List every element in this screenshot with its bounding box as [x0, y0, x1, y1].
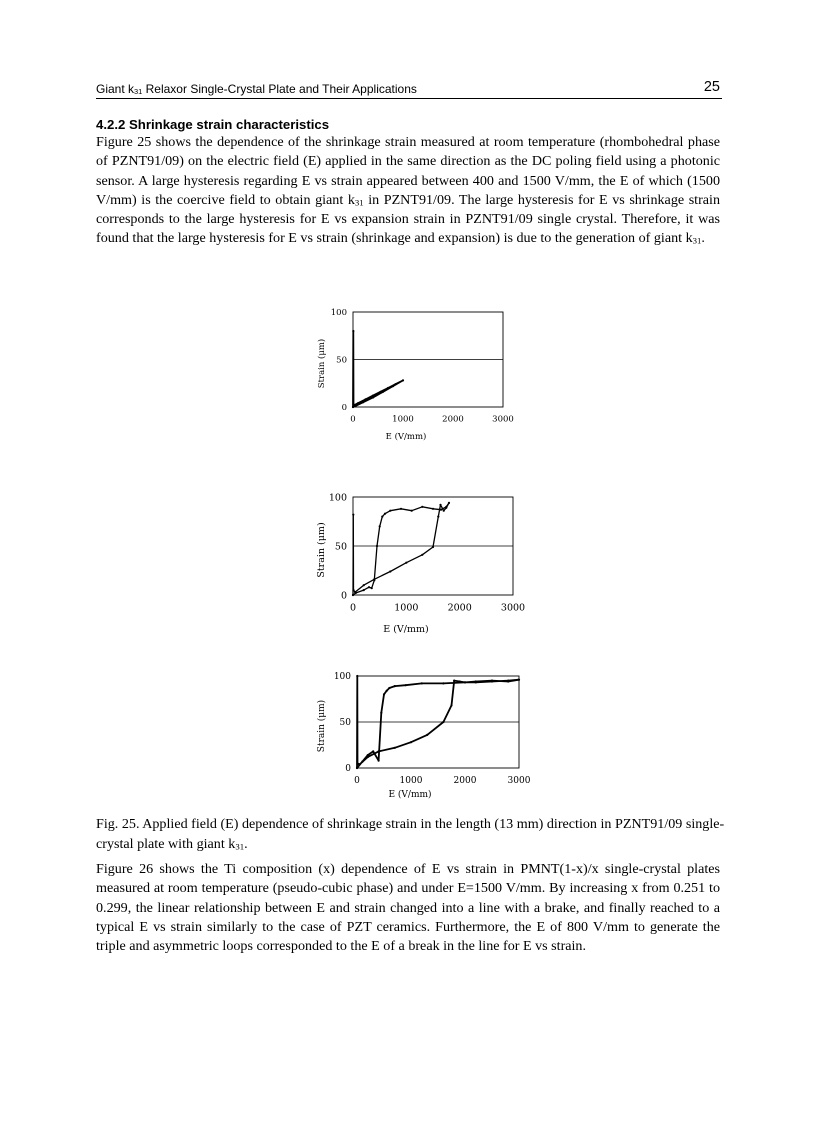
data-point — [372, 750, 374, 752]
data-point — [352, 514, 354, 516]
data-point — [394, 747, 396, 749]
data-point — [442, 682, 444, 684]
data-point — [421, 554, 423, 556]
data-point — [507, 680, 509, 682]
data-point — [475, 681, 477, 683]
body-paragraph-2: Figure 26 shows the Ti composition (x) dependence of E vs strain in PMNT(1-x)/x single-crystal plates measured at room temperature (pseudo-cubic phase) and under E=1500 V/mm. By increasing x from 0.251 to 0.299, the linear relationship between E and strain changed into a line with a brake, and finally reached to a typical E vs strain similarly to the case of PZT ceramics. Furthermore, the E of 800 V/mm to generate the triple and asymmetric loops corresponded to the E of a break in the line for E vs strain. — [96, 861, 720, 955]
y-axis-label: Strain (μm) — [316, 522, 327, 578]
data-point — [371, 587, 373, 589]
x-tick-label: 0 — [354, 776, 360, 786]
data-point — [426, 734, 428, 736]
data-point — [367, 756, 369, 758]
page-number: 25 — [703, 79, 720, 95]
data-point — [443, 510, 445, 512]
series-line — [353, 503, 449, 595]
data-point — [491, 680, 493, 682]
data-point — [411, 510, 413, 512]
body-paragraph-1: Figure 25 shows the dependence of the shrinkage strain measured at room temperature (rhombohedral phase of PZNT91/09) on the electric field (E) applied in the same direction as the DC poling field using a photonic sensor. A large hysteresis regarding E vs strain appeared between 400 and 1500 V/mm, the E of which (1500 V/mm) is the coercive field to obtain giant $k_{31}$ in PZNT91/09. The large hysteresis for E vs shrinkage strain corresponds to the large hysteresis for E vs expansion strain in PZNT91/09 single crystal. Therefore, it was found that the large hysteresis for E vs strain (shrinkage and expansion) is due to the generation of giant $k_{31}$. — [96, 134, 720, 247]
strain-chart-2 — [300, 490, 530, 645]
data-point — [386, 690, 388, 692]
data-point — [394, 685, 396, 687]
data-point — [356, 762, 358, 764]
y-tick-label: 0 — [340, 590, 347, 602]
strain-chart-1 — [300, 308, 530, 450]
y-tick-label: 50 — [336, 355, 347, 366]
data-point — [442, 721, 444, 723]
data-point — [464, 681, 466, 683]
x-axis-label: E (V/mm) — [388, 790, 432, 800]
data-point — [383, 693, 385, 695]
data-point — [378, 760, 380, 762]
x-axis-label: E (V/mm) — [383, 624, 429, 635]
y-axis-label: Strain (μm) — [317, 699, 327, 753]
data-point — [382, 391, 384, 393]
data-point — [389, 510, 391, 512]
data-point — [357, 402, 359, 404]
data-point — [421, 682, 423, 684]
section-heading: 4.2.2 Shrinkage strain characteristics — [96, 117, 330, 132]
data-point — [362, 401, 364, 403]
y-tick-label: 50 — [339, 718, 351, 729]
data-point — [359, 763, 361, 765]
data-point — [445, 506, 447, 508]
x-tick-label: 1000 — [394, 602, 419, 614]
data-point — [356, 675, 358, 677]
x-tick-label: 2000 — [447, 602, 472, 614]
y-tick-label: 100 — [330, 307, 347, 318]
y-tick-label: 100 — [333, 672, 351, 683]
data-point — [354, 405, 356, 407]
data-point — [352, 330, 354, 332]
data-point — [367, 754, 369, 756]
data-point — [394, 383, 396, 385]
x-axis-label: E (V/mm) — [385, 432, 427, 442]
data-point — [372, 396, 374, 398]
data-point — [373, 579, 375, 581]
y-tick-label: 0 — [345, 764, 351, 775]
data-point — [439, 504, 441, 506]
x-tick-label: 3000 — [492, 414, 514, 425]
x-tick-label: 3000 — [507, 776, 531, 786]
data-point — [518, 679, 520, 681]
data-point — [405, 684, 407, 686]
data-point — [379, 525, 381, 527]
data-point — [352, 594, 354, 596]
data-point — [384, 513, 386, 515]
data-point — [356, 767, 358, 769]
x-tick-label: 2000 — [442, 414, 464, 425]
data-point — [352, 406, 354, 408]
data-point — [437, 516, 439, 518]
data-point — [378, 750, 380, 752]
data-point — [381, 516, 383, 518]
y-tick-label: 50 — [334, 541, 347, 553]
running-header-title: Giant $k_{31}$ Relaxor Single-Crystal Plate and Their Applications — [96, 82, 417, 97]
data-point — [363, 589, 365, 591]
data-point — [432, 508, 434, 510]
figure-caption: Fig. 25. Applied field (E) dependence of shrinkage strain in the length (13 mm) direction in PZNT91/09 single-crystal plate with giant $k_{31}$. — [96, 816, 725, 852]
data-point — [364, 398, 366, 400]
x-tick-label: 3000 — [500, 602, 526, 614]
data-point — [389, 570, 391, 572]
data-point — [368, 586, 370, 588]
running-header — [96, 80, 722, 99]
data-point — [450, 704, 452, 706]
figure-25-panel-2 — [300, 490, 530, 645]
data-point — [379, 391, 381, 393]
x-tick-label: 1000 — [399, 776, 423, 786]
data-point — [448, 502, 450, 504]
data-point — [363, 584, 365, 586]
data-point — [410, 741, 412, 743]
data-point — [405, 562, 407, 564]
data-point — [421, 506, 423, 508]
data-point — [459, 680, 461, 682]
x-tick-label: 1000 — [392, 414, 414, 425]
y-axis-label: Strain (μm) — [317, 338, 327, 389]
data-point — [352, 589, 354, 591]
data-point — [402, 379, 404, 381]
y-tick-label: 0 — [341, 402, 347, 413]
data-point — [372, 395, 374, 397]
data-point — [380, 712, 382, 714]
data-point — [432, 546, 434, 548]
x-tick-label: 2000 — [453, 776, 477, 786]
y-tick-label: 100 — [328, 492, 347, 504]
data-point — [388, 687, 390, 689]
data-point — [453, 680, 455, 682]
strain-chart-3 — [300, 668, 530, 810]
data-point — [376, 545, 378, 547]
data-point — [361, 761, 363, 763]
data-point — [355, 592, 357, 594]
figure-25-panel-3 — [300, 668, 530, 810]
figure-25-panel-1 — [300, 308, 530, 450]
data-point — [440, 509, 442, 511]
data-point — [387, 387, 389, 389]
data-point — [400, 508, 402, 510]
data-point — [392, 385, 394, 387]
x-tick-label: 0 — [349, 602, 357, 614]
x-tick-label: 0 — [350, 414, 356, 425]
series-line — [353, 331, 403, 407]
